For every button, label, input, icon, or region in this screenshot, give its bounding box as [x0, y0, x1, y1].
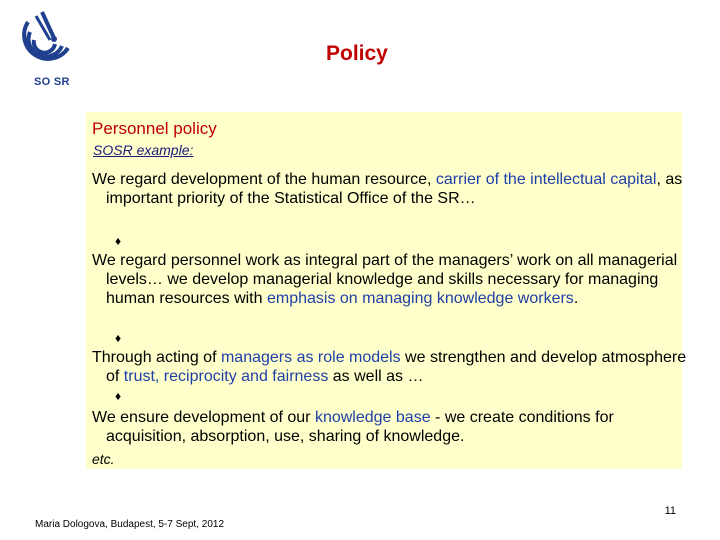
- footer-credit: Maria Dologova, Budapest, 5-7 Sept, 2012: [35, 519, 225, 530]
- paragraph-1-highlight: carrier of the intellectual capital: [435, 171, 657, 188]
- paragraph-4: [92, 408, 694, 446]
- paragraph-4-text-end: - we create conditions for acquisition, absorption, use, sharing of knowledge.: [106, 409, 614, 445]
- diamond-bullet-icon: ♦: [115, 234, 122, 248]
- diamond-bullet-icon: ♦: [115, 331, 122, 345]
- paragraph-2-highlight: emphasis on managing knowledge workers: [266, 290, 574, 307]
- paragraph-1-text: We regard development of the human resource,: [92, 171, 436, 188]
- etc-text: etc.: [92, 451, 115, 467]
- paragraph-2-text-end: .: [573, 290, 579, 307]
- paragraph-2: [92, 251, 694, 308]
- logo-icon: [20, 8, 76, 72]
- logo-text: SO SR: [34, 76, 70, 88]
- paragraph-3-highlight-1: managers as role models: [220, 349, 401, 366]
- page-number: 11: [664, 505, 676, 517]
- paragraph-1-text-end: , as important priority of the Statistical Office of the SR…: [106, 171, 683, 207]
- paragraph-4-highlight: knowledge base: [314, 409, 431, 426]
- paragraph-3-text-mid: we strengthen and develop atmosphere of: [106, 349, 687, 385]
- paragraph-2-text: We regard personnel work as integral part of the managers’ work on all managerial levels… we develop managerial knowledge and skills necessary for managing human resources with: [92, 252, 678, 307]
- paragraph-3: [92, 348, 694, 386]
- page-title: Policy: [326, 42, 388, 65]
- paragraph-3-text-end: as well as …: [328, 368, 424, 385]
- diamond-bullet-icon: ♦: [115, 389, 122, 403]
- paragraph-1: [92, 170, 694, 208]
- paragraph-4-text: We ensure development of our: [92, 409, 315, 426]
- paragraph-3-text: Through acting of: [92, 349, 221, 366]
- paragraph-3-highlight-2: trust, reciprocity and fairness: [123, 368, 329, 385]
- logo: [14, 8, 84, 88]
- section-heading: Personnel policy: [92, 119, 217, 138]
- example-label: SOSR example:: [93, 142, 194, 158]
